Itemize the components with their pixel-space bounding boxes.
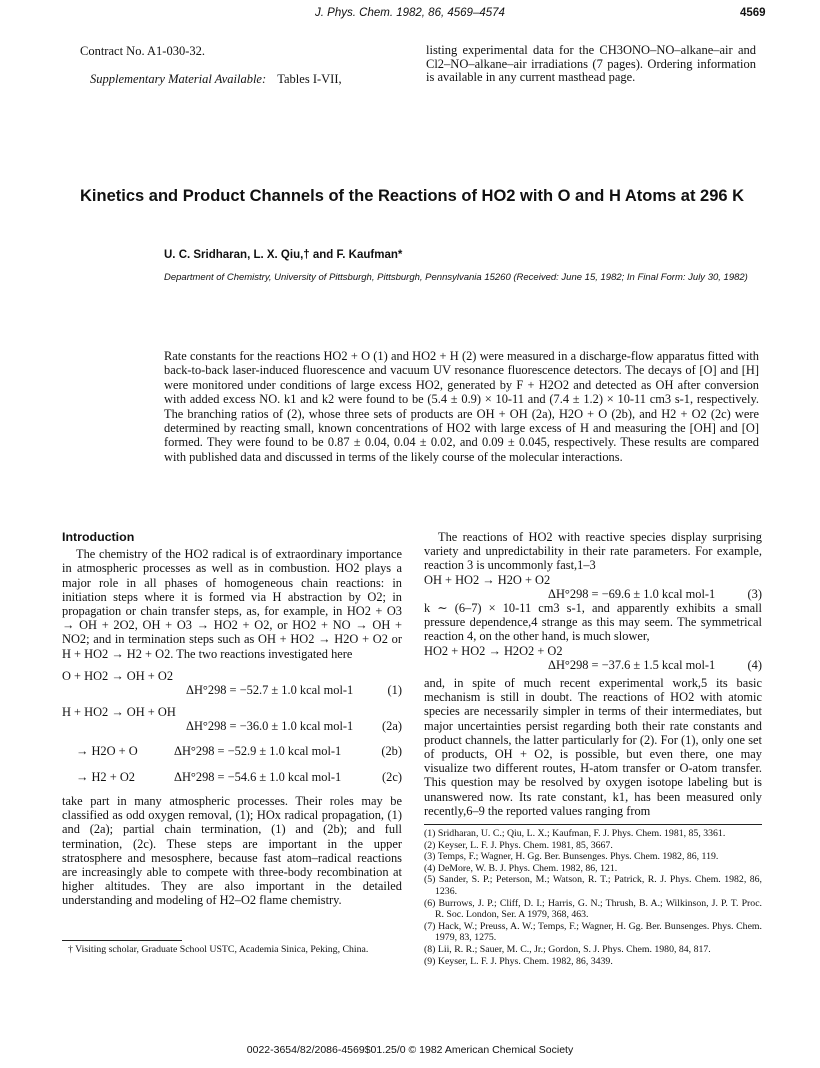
reference-item: (5) Sander, S. P.; Peterson, M.; Watson, R. T.; Patrick, R. J. Phys. Chem. 1982, 86, 1236.: [424, 874, 762, 897]
equation-2b: [62, 744, 402, 758]
reference-item: (3) Temps, F.; Wagner, H. Gg. Ber. Bunsenges. Phys. Chem. 1982, 86, 119.: [424, 851, 719, 863]
equation-2c-reaction: → H2 + O2: [76, 769, 135, 784]
right-column: [424, 530, 762, 967]
equation-2c: [62, 770, 402, 784]
body-paragraph-3: and, in spite of much recent experimental work,5 its basic mechanism is still in doubt. The reactions of HO2 with atomic species are necessarily simpler in terms of their intermediates, but major uncertainties persist regarding both their rate constants and product channels, the latter particularly for (2). For (1), only one set of products, OH + O2, is possible, but even there, one may visualize two different routes, H-atom transfer or O-atom transfer. This question may be resolved by oxygen isotope labeling but is unanswered now. Its rate constant, k1, has been measured only recently,6–9 the reported values ranging from: [424, 675, 762, 818]
running-header: J. Phys. Chem. 1982, 86, 4569–4574: [315, 7, 505, 19]
equation-4-reaction: HO2 + HO2 → H2O2 + O2: [424, 643, 563, 658]
equation-3: [424, 573, 762, 587]
equation-3-enthalpy: ΔH°298 = −69.6 ± 1.0 kcal mol-1: [548, 586, 716, 601]
body-paragraph-2: k ∼ (6–7) × 10-11 cm3 s-1, and apparently exhibits a small pressure dependence,4 strange as this may seem. The symmetrical reaction 4, on the other hand, is much slower,: [424, 600, 762, 644]
references-divider: [424, 824, 762, 825]
equation-1-enthalpy: ΔH°298 = −52.7 ± 1.0 kcal mol-1: [186, 683, 354, 698]
contract-number: Contract No. A1-030-32.: [80, 44, 205, 58]
equation-1: [62, 669, 402, 683]
supplementary-text: Tables I-VII,: [277, 72, 342, 86]
reference-item: (8) Lii, R. R.; Sauer, M. C., Jr.; Gordon, S. J. Phys. Chem. 1980, 84, 817.: [424, 943, 711, 955]
author-list: U. C. Sridharan, L. X. Qiu,† and F. Kaufman*: [164, 249, 403, 261]
article-title: Kinetics and Product Channels of the Reactions of HO2 with O and H Atoms at 296 K: [80, 187, 745, 205]
reference-item: (6) Burrows, J. P.; Cliff, D. I.; Harris, G. N.; Thrush, B. A.; Wilkinson, J. P. T. Proc. R. Soc. London, Ser. A 1979, 368, 463.: [424, 897, 762, 921]
equation-4-enthalpy: ΔH°298 = −37.6 ± 1.5 kcal mol-1: [548, 657, 716, 672]
equation-2-reaction: H + HO2 → OH + OH: [62, 705, 176, 720]
reference-item: (1) Sridharan, U. C.; Qiu, L. X.; Kaufman, F. J. Phys. Chem. 1981, 85, 3361.: [424, 828, 726, 839]
footnote-divider: [62, 940, 182, 941]
supplementary-label: Supplementary Material Available:: [90, 72, 267, 86]
intro-paragraph-1: The chemistry of the HO2 radical is of extraordinary importance in atmospheric processes as well as in combustion. HO2 plays a major role in all phases of homogeneous chain reactions: in initiation steps where it is formed via H abstraction by O2; in propagation or chain transfer steps, as, for example, in HO2 + O3 → OH + 2O2, OH + O3 → HO2 + O2, or HO2 + NO → OH + NO2; and in termination steps such as OH + HO2 → H2O + O2 or H + HO2 → H2 + O2. The two reactions investigated here: [62, 547, 402, 661]
left-column: [62, 530, 402, 955]
equation-2: [62, 705, 402, 719]
equation-2b-reaction: → H2O + O: [76, 743, 138, 758]
equation-4: [424, 644, 762, 658]
equation-2b-enthalpy: ΔH°298 = −52.9 ± 1.0 kcal mol-1: [174, 743, 342, 758]
author-footnote: † Visiting scholar, Graduate School USTC, Academia Sinica, Peking, China.: [68, 943, 369, 955]
equation-2c-enthalpy: ΔH°298 = −54.6 ± 1.0 kcal mol-1: [174, 769, 342, 784]
equation-2a-number: (2a): [382, 719, 402, 734]
body-paragraph-1: The reactions of HO2 with reactive species display surprising variety and unpredictability in their rate parameters. For example, reaction 3 is uncommonly fast,1–3: [424, 530, 762, 573]
page-number: 4569: [740, 7, 766, 19]
supplementary-material: [90, 72, 342, 86]
abstract: Rate constants for the reactions HO2 + O (1) and HO2 + H (2) were measured in a discharge-flow apparatus fitted with back-to-back laser-induced fluorescence and vacuum UV resonance fluorescence detectors. The decays of [O] and [H] were monitored under conditions of large excess HO2, generated by F + H2O2 and detected as OH after conversion with added excess NO. k1 and k2 were found to be (5.4 ± 0.9) × 10-11 and (7.4 ± 1.2) × 10-11 cm3 s-1, respectively. The branching ratios of (2), whose three sets of products are OH + OH (2a), H2O + O (2b), and H2 + O2 (2c) were determined by reacting small, known concentrations of HO2 with large excess of H and measuring the [OH] and [O] formed. They were found to be 0.87 ± 0.04, 0.04 ± 0.02, and 0.09 ± 0.045, respectively. These results are compared with published data and discussed in terms of the likely course of the molecular interactions.: [164, 349, 759, 464]
equation-3-number: (3): [747, 586, 762, 601]
reference-list: [424, 828, 762, 967]
reference-item: (9) Keyser, L. F. J. Phys. Chem. 1982, 86, 3439.: [424, 955, 613, 967]
equation-2b-number: (2b): [381, 743, 402, 758]
equation-1-number: (1): [387, 683, 402, 698]
reference-item: (2) Keyser, L. F. J. Phys. Chem. 1981, 85, 3667.: [424, 839, 613, 851]
reference-item: (7) Hack, W.; Preuss, A. W.; Temps, F.; Wagner, H. Gg. Ber. Bunsenges. Phys. Chem. 1979, 83, 1275.: [424, 920, 762, 944]
page-footer: 0022-3654/82/2086-4569$01.25/0 © 1982 American Chemical Society: [246, 1044, 574, 1056]
affiliation: Department of Chemistry, University of Pittsburgh, Pittsburgh, Pennsylvania 15260 (Received: June 15, 1982; In Final Form: July 30, 1982): [164, 272, 748, 283]
section-heading-introduction: Introduction: [62, 530, 135, 544]
equation-1-reaction: O + HO2 → OH + O2: [62, 668, 174, 683]
equation-2a-enthalpy: ΔH°298 = −36.0 ± 1.0 kcal mol-1: [186, 719, 354, 734]
equation-4-number: (4): [747, 657, 762, 672]
supplementary-continued: listing experimental data for the CH3ONO–NO–alkane–air and Cl2–NO–alkane–air irradiations (7 pages). Ordering information is available in any current masthead page.: [426, 43, 756, 84]
intro-paragraph-2: take part in many atmospheric processes. Their roles may be classified as odd oxygen removal, (1); HOx radical propagation, (1) and (2a); partial chain termination, (1) and (2b); and full termination, (2c). These steps are important in the upper stratosphere and mesosphere, because fast atom–radical reactions are increasingly able to compete with three-body recombination at higher altitudes. They are also important in the detailed understanding and modeling of H2–O2 flame chemistry.: [62, 793, 402, 908]
equation-3-reaction: OH + HO2 → H2O + O2: [424, 572, 551, 587]
reference-item: (4) DeMore, W. B. J. Phys. Chem. 1982, 86, 121.: [424, 862, 618, 874]
equation-2c-number: (2c): [382, 769, 402, 784]
